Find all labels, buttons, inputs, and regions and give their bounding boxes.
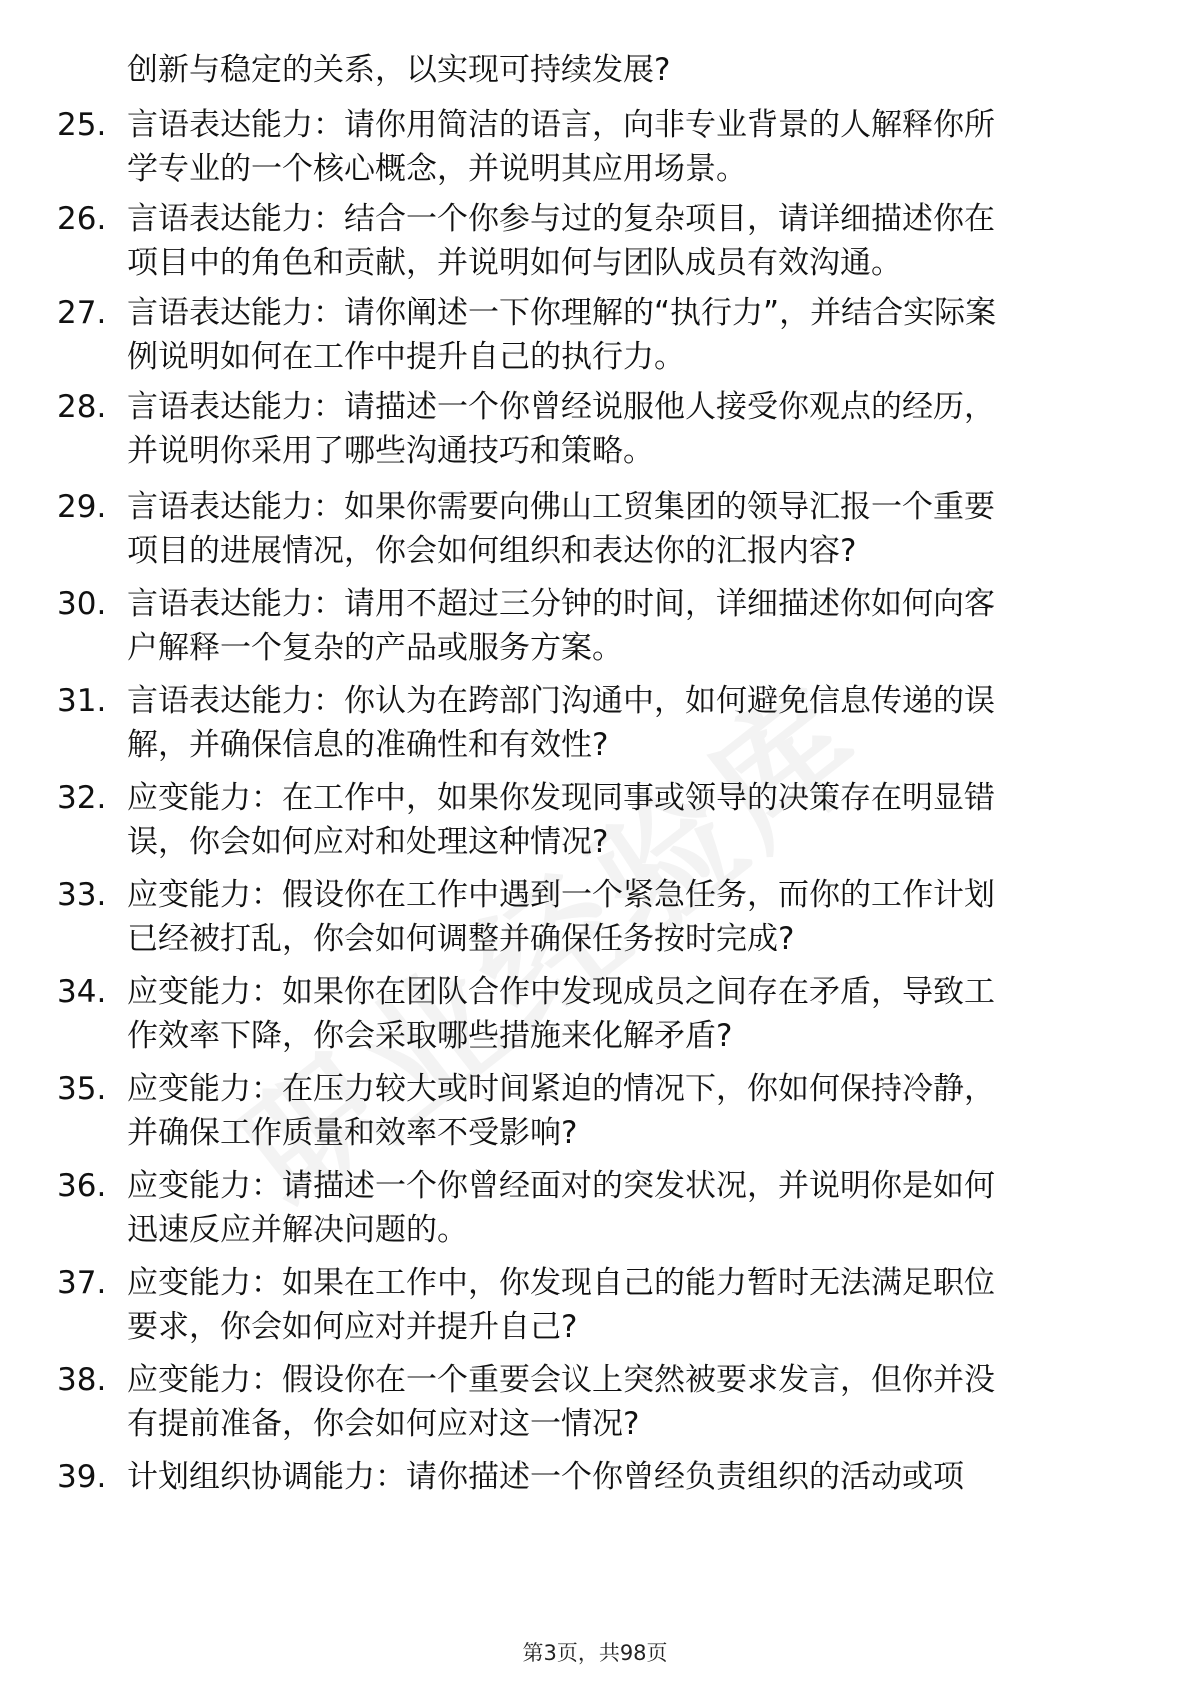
question-text-line1: 应变能力：如果你在团队合作中发现成员之间存在矛盾，导致工 — [127, 974, 995, 1010]
question-text-line1: 言语表达能力：请描述一个你曾经说服他人接受你观点的经历， — [127, 389, 995, 425]
question-text-line2: 学专业的一个核心概念，并说明其应用场景。 — [127, 151, 747, 187]
question-text-line1: 计划组织协调能力：请你描述一个你曾经负责组织的活动或项 — [127, 1459, 964, 1495]
question-text-line1: 应变能力：假设你在一个重要会议上突然被要求发言，但你并没 — [127, 1362, 995, 1398]
question-34 — [57, 970, 1117, 1058]
question-number: 34. — [57, 974, 107, 1010]
question-number: 36. — [57, 1168, 107, 1204]
question-text-line1: 言语表达能力：请你用简洁的语言，向非专业背景的人解释你所 — [127, 107, 995, 143]
question-text-line1: 应变能力：在工作中，如果你发现同事或领导的决策存在明显错 — [127, 780, 995, 816]
question-31 — [57, 679, 1117, 767]
question-text-line1: 言语表达能力：你认为在跨部门沟通中，如何避免信息传递的误 — [127, 683, 995, 719]
question-32 — [57, 776, 1117, 864]
question-text-line2: 要求，你会如何应对并提升自己? — [127, 1309, 578, 1345]
question-text-line1: 应变能力：在压力较大或时间紧迫的情况下，你如何保持冷静， — [127, 1071, 995, 1107]
question-text-line2: 并确保工作质量和效率不受影响? — [127, 1115, 578, 1151]
question-27 — [57, 291, 1117, 379]
question-text-line1: 应变能力：如果在工作中，你发现自己的能力暂时无法满足职位 — [127, 1265, 995, 1301]
page-footer: 第3页，共98页 — [522, 1641, 668, 1665]
question-number: 26. — [57, 201, 107, 237]
question-text-line1: 言语表达能力：如果你需要向佛山工贸集团的领导汇报一个重要 — [127, 489, 995, 525]
question-number: 27. — [57, 295, 107, 331]
question-text-line2: 误，你会如何应对和处理这种情况? — [127, 824, 609, 860]
question-30 — [57, 582, 1117, 670]
question-number: 31. — [57, 683, 107, 719]
question-28 — [57, 385, 1117, 473]
question-text-line1: 应变能力：请描述一个你曾经面对的突发状况，并说明你是如何 — [127, 1168, 995, 1204]
question-number: 37. — [57, 1265, 107, 1301]
question-39 — [57, 1455, 1117, 1499]
question-text-line1: 言语表达能力：结合一个你参与过的复杂项目，请详细描述你在 — [127, 201, 995, 237]
question-text-line2: 已经被打乱，你会如何调整并确保任务按时完成? — [127, 921, 795, 957]
question-text-line2: 并说明你采用了哪些沟通技巧和策略。 — [127, 433, 654, 469]
question-number: 38. — [57, 1362, 107, 1398]
question-number: 29. — [57, 489, 107, 525]
question-text-line1: 言语表达能力：请你阐述一下你理解的“执行力”，并结合实际案 — [127, 295, 997, 331]
question-text-line1: 应变能力：假设你在工作中遇到一个紧急任务，而你的工作计划 — [127, 877, 995, 913]
question-number: 25. — [57, 107, 107, 143]
question-26 — [57, 197, 1117, 285]
question-number: 35. — [57, 1071, 107, 1107]
question-35 — [57, 1067, 1117, 1155]
question-number: 28. — [57, 389, 107, 425]
question-text-line1: 言语表达能力：请用不超过三分钟的时间，详细描述你如何向客 — [127, 586, 995, 622]
question-number: 32. — [57, 780, 107, 816]
question-37 — [57, 1261, 1117, 1349]
question-text-line2: 迅速反应并解决问题的。 — [127, 1212, 468, 1248]
question-33 — [57, 873, 1117, 961]
question-text-line2: 项目的进展情况，你会如何组织和表达你的汇报内容? — [127, 533, 857, 569]
question-text-line2: 解，并确保信息的准确性和有效性? — [127, 727, 609, 763]
question-25 — [57, 103, 1117, 191]
question-text-line2: 作效率下降，你会采取哪些措施来化解矛盾? — [127, 1018, 733, 1054]
question-number: 30. — [57, 586, 107, 622]
question-text-line2: 有提前准备，你会如何应对这一情况? — [127, 1406, 640, 1442]
question-number: 39. — [57, 1459, 107, 1495]
question-text-line2: 项目中的角色和贡献，并说明如何与团队成员有效沟通。 — [127, 245, 902, 281]
question-text-line2: 例说明如何在工作中提升自己的执行力。 — [127, 339, 685, 375]
question-number: 33. — [57, 877, 107, 913]
question-36 — [57, 1164, 1117, 1252]
question-38 — [57, 1358, 1117, 1446]
continuation-line: 创新与稳定的关系，以实现可持续发展? — [127, 52, 671, 88]
question-text-line2: 户解释一个复杂的产品或服务方案。 — [127, 630, 623, 666]
question-29 — [57, 485, 1117, 573]
